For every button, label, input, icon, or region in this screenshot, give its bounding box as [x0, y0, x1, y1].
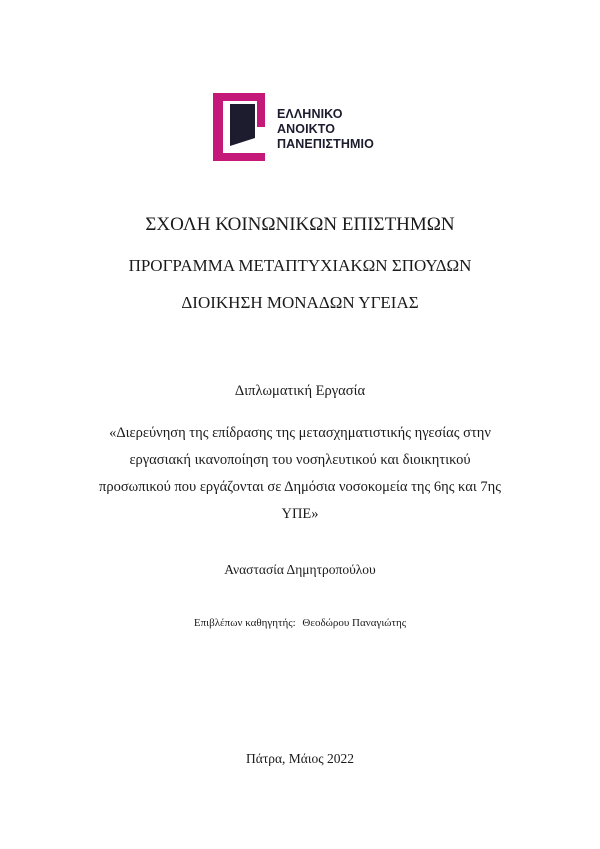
logo-line-1: ΕΛΛΗΝΙΚΟ	[277, 107, 343, 121]
supervisor-label: Επιβλέπων καθηγητής:	[193, 617, 296, 629]
specialization-name: ΔΙΟΙΚΗΣΗ ΜΟΝΑΔΩΝ ΥΓΕΙΑΣ	[181, 293, 419, 312]
thesis-title-line-4: ΥΠΕ»	[281, 506, 319, 522]
university-logo	[213, 93, 393, 161]
university-wordmark	[277, 107, 374, 152]
place-date: Πάτρα, Μάιος 2022	[246, 751, 354, 766]
logo-line-2: ΑΝΟΙΚΤΟ	[277, 122, 336, 136]
supervisor-name: Θεοδώρου Παναγιώτης	[302, 617, 407, 629]
program-name: ΠΡΟΓΡΑΜΜΑ ΜΕΤΑΠΤΥΧΙΑΚΩΝ ΣΠΟΥΔΩΝ	[128, 256, 472, 275]
thesis-type: Διπλωματική Εργασία	[234, 383, 366, 399]
university-logo-icon	[213, 93, 273, 161]
author-name: Αναστασία Δημητροπούλου	[224, 562, 376, 577]
thesis-title-line-1: «Διερεύνηση της επίδρασης της μετασχηματιστικής ηγεσίας στην	[109, 425, 491, 441]
supervisor	[0, 617, 600, 629]
thesis-title-line-2: εργασιακή ικανοποίηση του νοσηλευτικού και διοικητικού	[129, 452, 471, 468]
logo-line-3: ΠΑΝΕΠΙΣΤΗΜΙΟ	[277, 137, 374, 151]
thesis-title-line-3: προσωπικού που εργάζονται σε Δημόσια νοσοκομεία της 6ης και 7ης	[99, 479, 501, 495]
thesis-title	[0, 420, 600, 528]
school-name: ΣΧΟΛΗ ΚΟΙΝΩΝΙΚΩΝ ΕΠΙΣΤΗΜΩΝ	[145, 214, 455, 235]
